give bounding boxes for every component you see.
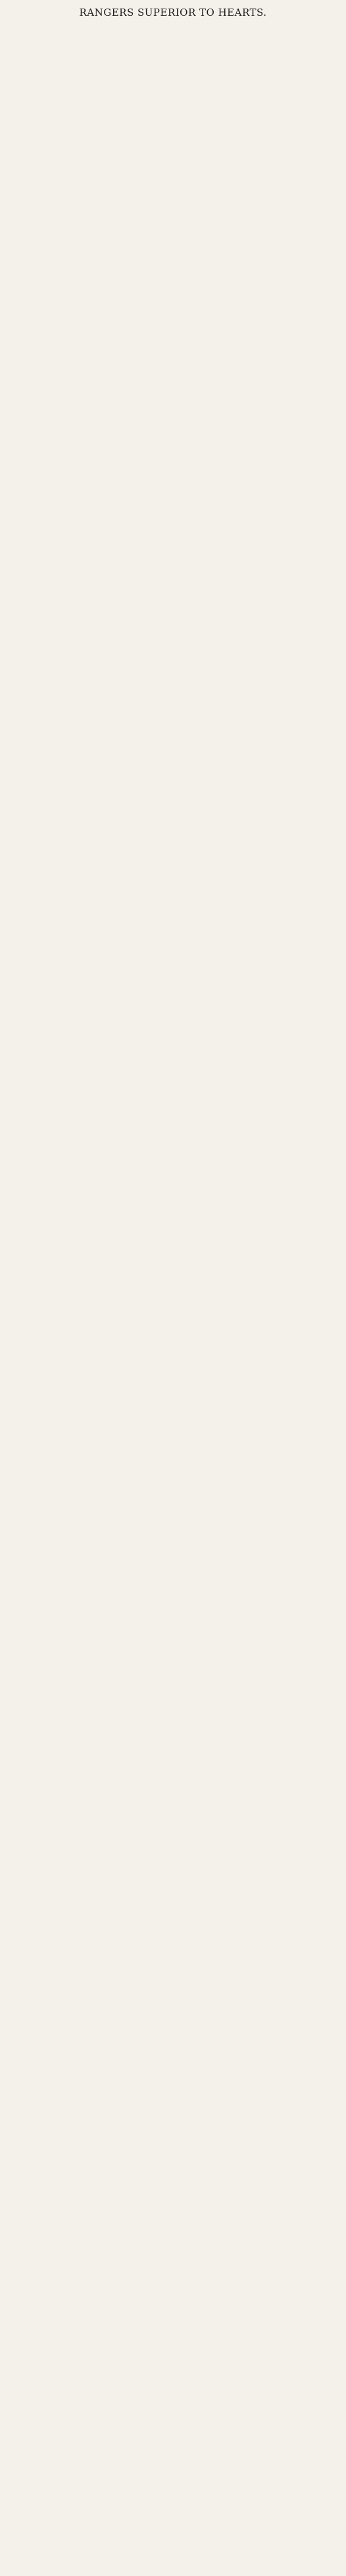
newspaper-column	[0, 0, 346, 26]
article-headline: RANGERS SUPERIOR TO HEARTS.	[79, 7, 267, 18]
